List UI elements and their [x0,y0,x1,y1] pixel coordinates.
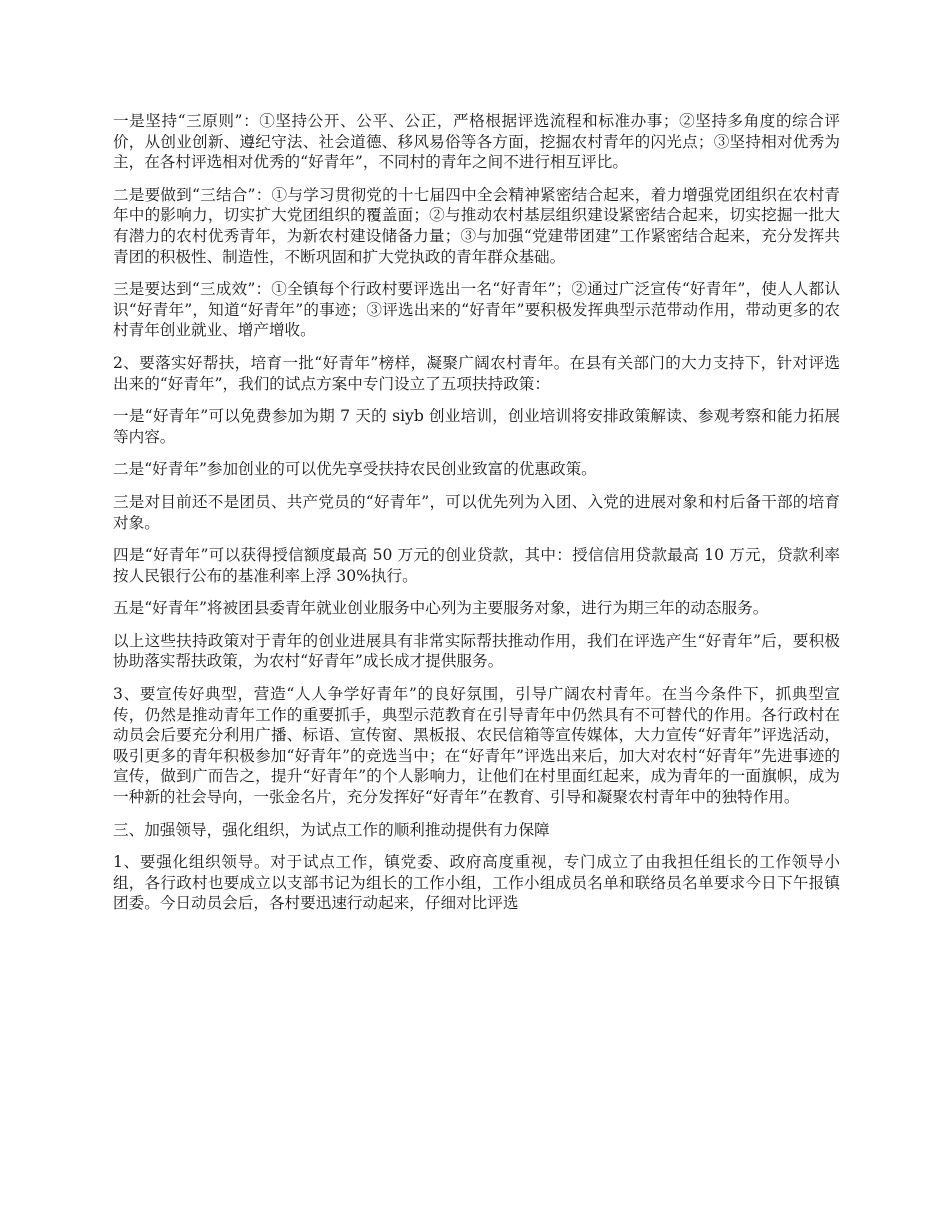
paragraph-policy-one: 一是“好青年”可以免费参加为期 7 天的 siyb 创业培训，创业培训将安排政策解读、参观考察和能力拓展等内容。 [113,407,840,446]
paragraph-support-intro: 2、要落实好帮扶，培育一批“好青年”榜样，凝聚广阔农村青年。在县有关部门的大力支持下，针对评选出来的“好青年”，我们的试点方案中专门设立了五项扶持政策： [113,353,840,393]
paragraph-policy-four: 四是“好青年”可以获得授信额度最高 50 万元的创业贷款，其中：授信信用贷款最高 10 万元，贷款利率按人民银行公布的基准利率上浮 30%执行。 [113,546,840,585]
paragraph-three-combinations: 二是要做到“三结合”：①与学习贯彻党的十七届四中全会精神紧密结合起来，着力增强党团组织在农村青年中的影响力，切实扩大党团组织的覆盖面；②与推动农村基层组织建设紧密结合起来，切实挖掘一批大有潜力的农村优秀青年，为新农村建设储备力量；③与加强“党建带团建”工作紧密结合起来，充分发挥共青团的积极性、制造性，不断巩固和扩大党执政的青年群众基础。 [113,185,840,266]
paragraph-three-principles: 一是坚持“三原则”：①坚持公开、公平、公正，严格根据评选流程和标准办事；②坚持多角度的综合评价，从创业创新、遵纪守法、社会道德、移风易俗等各方面，挖掘农村青年的闪光点；③坚持相对优秀为主，在各村评选相对优秀的“好青年”，不同村的青年之间不进行相互评比。 [113,112,840,172]
paragraph-policy-summary: 以上这些扶持政策对于青年的创业进展具有非常实际帮扶推动作用，我们在评选产生“好青年”后，要积极协助落实帮扶政策，为农村“好青年”成长成才提供服务。 [113,631,840,671]
paragraph-organization: 1、要强化组织领导。对于试点工作，镇党委、政府高度重视，专门成立了由我担任组长的工作领导小组，各行政村也要成立以支部书记为组长的工作小组，工作小组成员名单和联络员名单要求今日下午报镇团委。今日动员会后，各村要迅速行动起来，仔细对比评选 [113,853,840,913]
paragraph-policy-two: 二是“好青年”参加创业的可以优先享受扶持农民创业致富的优惠政策。 [113,460,597,479]
document-body [113,111,840,926]
paragraph-three-results: 三是要达到“三成效”：①全镇每个行政村要评选出一名“好青年”；②通过广泛宣传“好青年”，使人人都认识“好青年”，知道“好青年”的事迹；③评选出来的“好青年”要积极发挥典型示范带动作用，带动更多的农村青年创业就业、增产增收。 [113,280,840,340]
section-heading-leadership: 三、加强领导，强化组织，为试点工作的顺利推动提供有力保障 [113,820,550,839]
paragraph-policy-three: 三是对目前还不是团员、共产党员的“好青年”，可以优先列为入团、入党的进展对象和村后备干部的培育对象。 [113,492,840,532]
paragraph-policy-five: 五是“好青年”将被团县委青年就业创业服务中心列为主要服务对象，进行为期三年的动态服务。 [113,599,769,618]
paragraph-promotion: 3、要宣传好典型，营造“人人争学好青年”的良好氛围，引导广阔农村青年。在当今条件下，抓典型宣传，仍然是推动青年工作的重要抓手，典型示范教育在引导青年中仍然具有不可替代的作用。各行政村在动员会后要充分利用广播、标语、宣传窗、黑板报、农民信箱等宣传媒体，大力宣传“好青年”评选活动，吸引更多的青年积极参加“好青年”的竞选当中；在“好青年”评选出来后，加大对农村“好青年”先进事迹的宣传，做到广而告之，提升“好青年”的个人影响力，让他们在村里面红起来，成为青年的一面旗帜，成为一种新的社会导向，一张金名片，充分发挥好“好青年”在教育、引导和凝聚农村青年中的独特作用。 [113,685,840,807]
